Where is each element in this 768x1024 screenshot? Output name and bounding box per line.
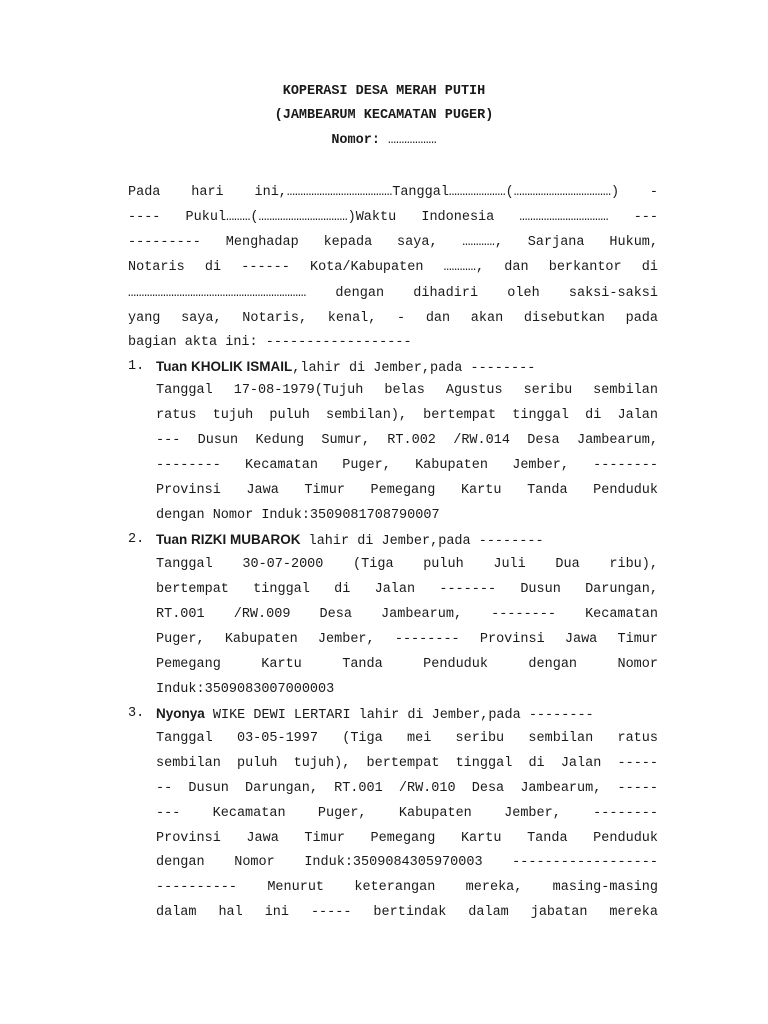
person-line: -------- Kecamatan Puger, Kabupaten Jember, -------- xyxy=(156,458,658,473)
person-line: Induk:3509083007000003 xyxy=(156,682,335,697)
person-line: Puger, Kabupaten Jember, -------- Provinsi Jawa Timur xyxy=(156,632,658,647)
person-line: Pemegang Kartu Tanda Penduduk dengan Nomor xyxy=(156,657,658,672)
person-line: Tanggal 17-08-1979(Tujuh belas Agustus seribu sembilan xyxy=(156,383,658,398)
person-heading xyxy=(156,357,658,377)
document-number xyxy=(0,133,768,148)
person-name: Nyonya xyxy=(156,706,205,721)
person-line: Tanggal 30-07-2000 (Tiga puluh Juli Dua ribu), xyxy=(156,557,658,572)
person-line: ratus tujuh puluh sembilan), bertempat tinggal di Jalan xyxy=(156,408,658,423)
intro-line: Pada hari ini,…………………………………Tanggal…………………(………………………………) - xyxy=(128,185,658,200)
person-line: RT.001 /RW.009 Desa Jambearum, -------- Kecamatan xyxy=(156,607,658,622)
person-name: Tuan RIZKI MUBAROK xyxy=(156,532,301,547)
intro-line: Notaris di ------ Kota/Kabupaten …………, dan berkantor di xyxy=(128,260,658,275)
person-line: dengan Nomor Induk:3509081708790007 xyxy=(156,508,440,523)
person-line: dalam hal ini ----- bertindak dalam jabatan mereka xyxy=(156,905,658,920)
person-name: Tuan KHOLIK ISMAIL xyxy=(156,359,293,374)
person-heading xyxy=(156,530,658,550)
person-line: Tanggal 03-05-1997 (Tiga mei seribu sembilan ratus xyxy=(156,731,658,746)
nomor-label: Nomor: xyxy=(331,133,380,148)
nomor-value: ……………… xyxy=(388,133,437,148)
person-line: --- Kecamatan Puger, Kabupaten Jember, -------- xyxy=(156,806,658,821)
list-number: 1. xyxy=(128,359,145,374)
person-line: bertempat tinggal di Jalan ------- Dusun Darungan, xyxy=(156,582,658,597)
person-heading-text: WIKE DEWI LERTARI lahir di Jember,pada -------- xyxy=(204,708,594,723)
person-heading-text: lahir di Jember,pada -------- xyxy=(300,534,544,549)
person-heading xyxy=(156,704,658,724)
intro-line: ………………………………………………………… dengan dihadiri oleh saksi-saksi xyxy=(128,286,658,301)
person-heading-text: ,lahir di Jember,pada -------- xyxy=(292,361,536,376)
intro-line: yang saya, Notaris, kenal, - dan akan disebutkan pada xyxy=(128,311,658,326)
person-line: Provinsi Jawa Timur Pemegang Kartu Tanda Penduduk xyxy=(156,831,658,846)
intro-line: ---- Pukul………(……………………………)Waktu Indonesia …………………………… --- xyxy=(128,210,658,225)
document-title: KOPERASI DESA MERAH PUTIH xyxy=(282,84,486,99)
person-line: ---------- Menurut keterangan mereka, masing-masing xyxy=(156,880,658,895)
person-line: dengan Nomor Induk:3509084305970003 ------------------ xyxy=(156,855,658,870)
list-number: 3. xyxy=(128,706,145,721)
person-line: sembilan puluh tujuh), bertempat tinggal di Jalan ----- xyxy=(156,756,658,771)
person-line: -- Dusun Darungan, RT.001 /RW.010 Desa Jambearum, ----- xyxy=(156,781,658,796)
person-line: Provinsi Jawa Timur Pemegang Kartu Tanda Penduduk xyxy=(156,483,658,498)
person-line: --- Dusun Kedung Sumur, RT.002 /RW.014 Desa Jambearum, xyxy=(156,433,658,448)
intro-line: --------- Menghadap kepada saya, …………, Sarjana Hukum, xyxy=(128,235,658,250)
list-number: 2. xyxy=(128,532,145,547)
document-subtitle: (JAMBEARUM KECAMATAN PUGER) xyxy=(274,108,494,123)
intro-line: bagian akta ini: ------------------ xyxy=(128,335,412,350)
